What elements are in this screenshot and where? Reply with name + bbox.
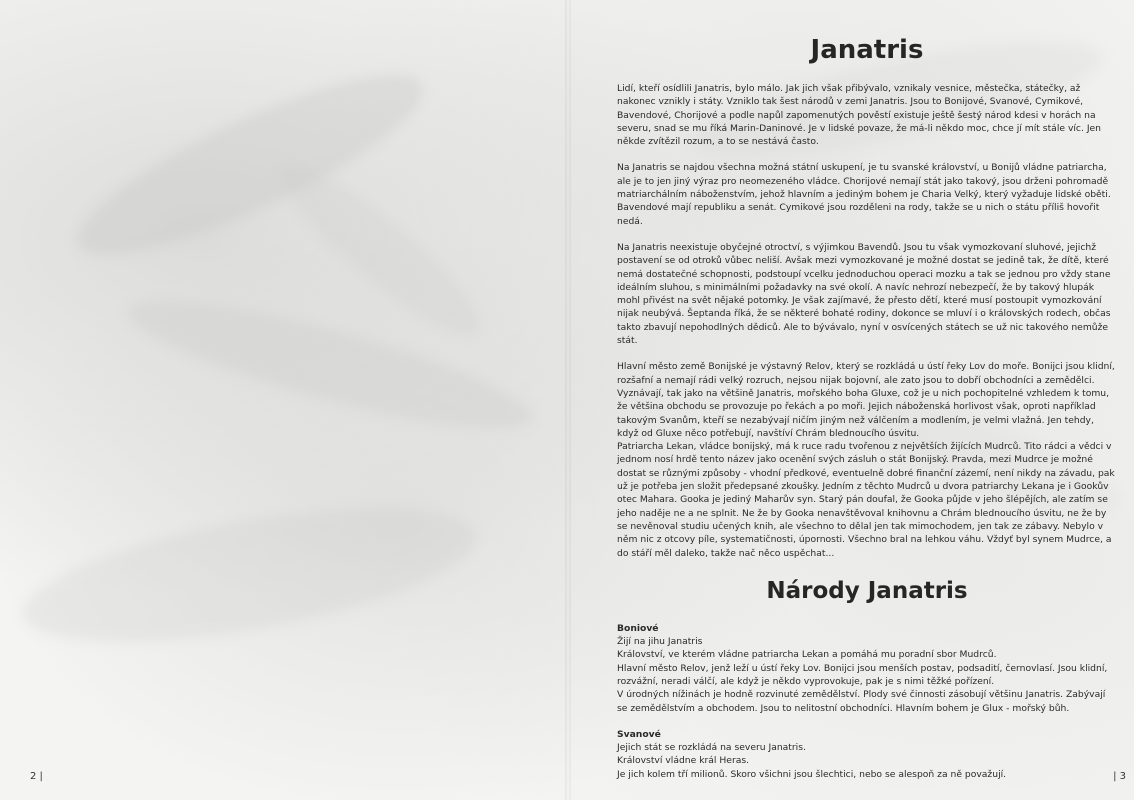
nation-line: Království, ve kterém vládne patriarcha Lekan a pomáhá mu poradní sbor Mudrců. <box>617 649 997 661</box>
nation-line: Žijí na jihu Janatris <box>617 636 703 648</box>
page-number-left: 2 | <box>30 771 43 782</box>
right-page <box>567 0 1134 800</box>
paragraph: Na Janatris se najdou všechna možná státní uskupení, je tu svanské království, u Bonijů vládne patriarcha, ale je to jen jiný výraz pro neomezeného vládce. Chorijové nemají stát jako takový, jsou drženi pohromadě matriarchálním náboženstvím, jehož hlavním a jediným bohem je Charia Velký, který vyžaduje lidské oběti. Bavendové mají republiku a senát. Cymikové jsou rozděleni na rody, takže se u nich o státu příliš hovořit nedá. <box>617 162 1111 227</box>
nation-line: Hlavní město Relov, jenž leží u ústí řeky Lov. Bonijci jsou menších postav, podsadití, černovlasí. Jsou klidní, rozvážní, neradi válčí, ale když je někdo vyprovokuje, pak je s nimi těžké pořízení. <box>617 662 1108 687</box>
paragraph: Lidí, kteří osídlili Janatris, bylo málo. Jak jich však přibývalo, vznikaly vesnice, městečka, státečky, až nakonec vznikly i státy. Vzniklo tak šest národů v zemi Janatris. Jsou to Bonijové, Svanové, Cymikové, Bavendové, Chorijové a podle napůl zapomenutých pověstí existuje ještě šestý národ kdesi v horách na severu, snad se mu říká Marin-Daninové. Je v lidské povaze, že má-li někdo moc, chce jí mít stále víc. Jen někde zvítězil rozum, a to se nestává často. <box>617 83 1102 148</box>
section-title-narody: Národy Janatris <box>766 577 968 604</box>
page-content <box>617 30 1117 794</box>
nation-entry-bonijove <box>617 622 1117 715</box>
nation-line: Je jich kolem tří milionů. Skoro všichni jsou šlechtici, nebo se alespoň za ně považují. <box>617 768 1007 780</box>
nation-entry-svanove <box>617 728 1117 781</box>
marble-texture <box>118 277 542 453</box>
paragraph: Na Janatris neexistuje obyčejné otroctví, s výjimkou Bavendů. Jsou tu však vymozkovaní sluhové, jejichž postavení se od otroků vůbec neliší. Avšak mezi vymozkované je možné dostat se jedině tak, že dítě, které nemá dostatečné schopnosti, podstoupí vcelku jednoduchou operaci mozku a tak se jednou pro vždy stane ideálním sluhou, s minimálními požadavky na své okolí. A navíc nehrozí nebezpečí, že by takový hlupák mohl přivést na svět nějaké potomky. Je však zajímavé, že přesto dětí, které musí postoupit vymozkování nijak neubývá. Šeptanda říká, že se některé bohaté rodiny, dokonce se mluví i o královských rodech, občas takto zbavují nepohodlných dědiců. Ale to bývávalo, nyní v osvícených státech se už nic takového nemůže stát. <box>617 241 1111 347</box>
paragraph: Hlavní město země Bonijské je výstavný Relov, který se rozkládá u ústí řeky Lov do moře. Bonijci jsou klidní, rozšafní a nemají rádi velký rozruch, nejsou nijak bojovní, ale zato jsou to dobří obchodníci a zemědělci. Vyznávají, tak jako na většině Janatris, mořského boha Gluxe, což je u nich pochopitelné vzhledem k tomu, že většina obchodu se provozuje po řekách a po moři. Jejich náboženská horlivost však, oproti například takovým Svanům, kteří se nezabývají ničím jiným než válčením a modlením, je velmi vlažná. Jen tehdy, když od Gluxe něco potřebují, navštíví Chrám blednoucího úsvitu. <box>617 361 1115 439</box>
nation-name: Boniové <box>617 622 659 634</box>
nation-line: Jejich stát se rozkládá na severu Janatris. <box>617 742 806 754</box>
section-title-janatris: Janatris <box>810 35 924 65</box>
nation-name: Svanové <box>617 728 661 740</box>
page-number-right: | 3 <box>1113 771 1126 782</box>
paragraph: Patriarcha Lekan, vládce bonijský, má k ruce radu tvořenou z největších žijících Mudrců. Tito rádci a vědci v jednom nosí hrdě tento název jako ocenění svých zásluh o stát Bonijský. Pravda, mezi Mudrce je možné dostat se různými způsoby - vhodní předkové, eventuelně dobré finanční zázemí, není nikdy na závadu, pak už je potřeba jen složit předepsané zkoušky. Jedním z těchto Mudrců u dvora patriarchy Lekana je i Gookův otec Mahara. Gooka je jediný Maharův syn. Starý pán doufal, že Gooka půjde v jeho šlépějích, ale zatím se jeho naděje ne a ne splnit. Ne že by Gooka nenavštěvoval knihovnu a Chrám blednoucího úsvitu, ne že by se nevěnoval studiu učených knih, ale všechno to dělal jen tak mimochodem, jen tak ze zábavy. Nebylo v něm nic z otcovy píle, systematičnosti, úpornosti. Všechno bral na lehkou váhu. Vždyť byl synem Mudrce, a do stáří měl daleko, takže nač něco uspěchat... <box>617 441 1115 559</box>
marble-texture <box>14 481 486 669</box>
nation-line: V úrodných nížinách je hodně rozvinuté zemědělství. Plody své činnosti zásobují většinu Janatris. Zabývají se zemědělstvím a obchodem. Jsou to nelitostní obchodníci. Hlavním bohem je Glux - mořský bůh. <box>617 689 1106 714</box>
nation-line: Království vládne král Heras. <box>617 755 750 767</box>
